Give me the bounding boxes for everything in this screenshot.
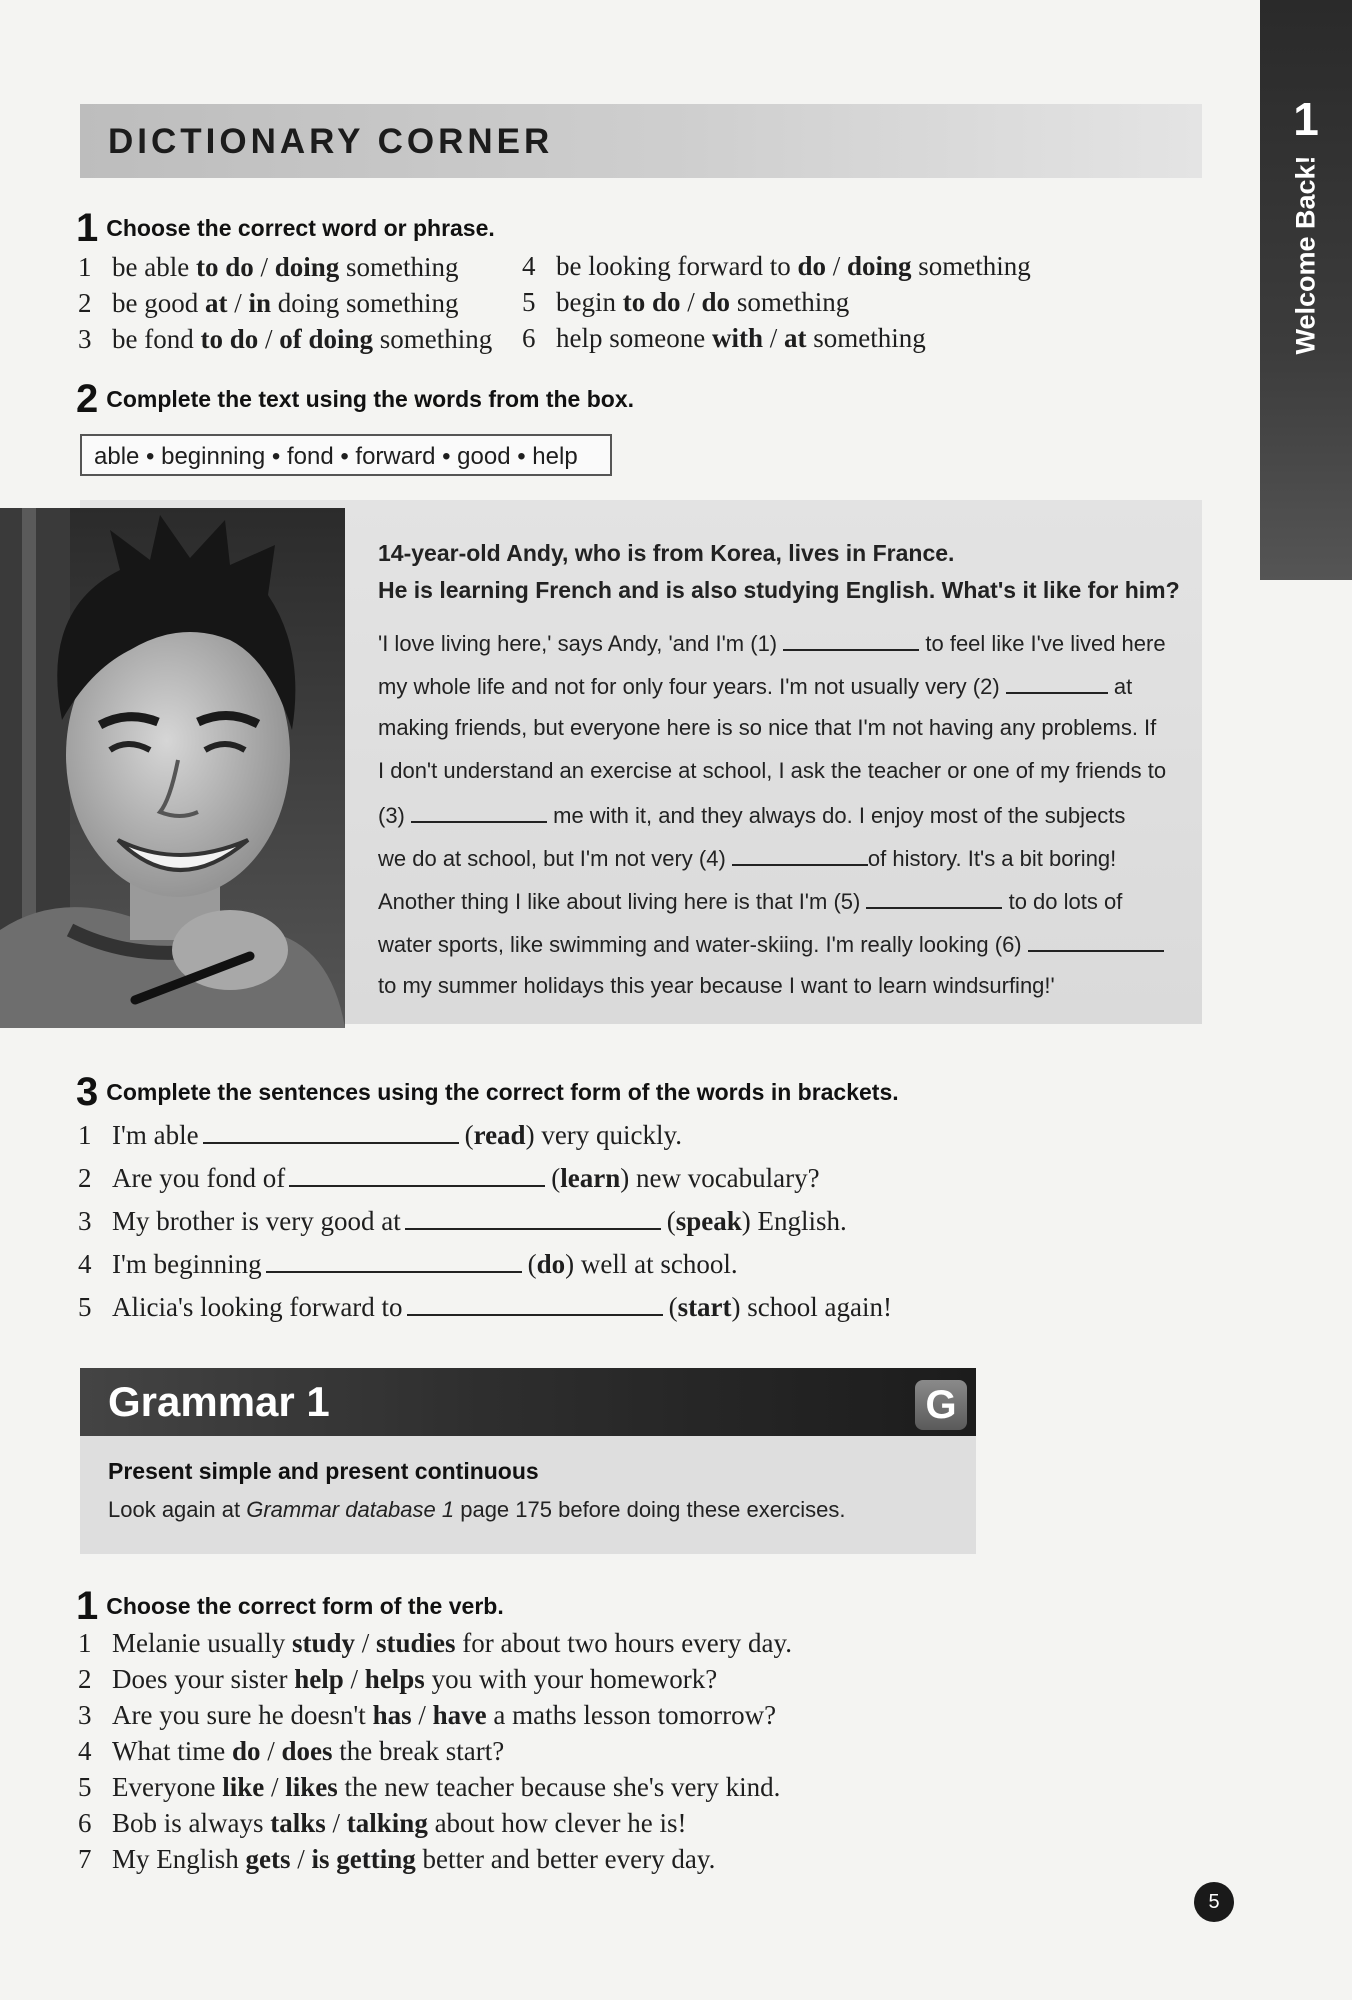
exercise-3-heading (76, 1070, 899, 1115)
option-a[interactable]: to do (622, 287, 681, 317)
grammar-subtitle: Present simple and present continuous (108, 1458, 539, 1484)
article-line: water sports, like swimming and water-skiing. I'm really looking (6) (378, 930, 1164, 958)
choice-item: 5 Everyone like / likes the new teacher because she's very kind. (78, 1772, 781, 1802)
article-line: I don't understand an exercise at school, I ask the teacher or one of my friends to (378, 758, 1167, 783)
option-b[interactable]: in (248, 288, 272, 318)
option-b[interactable]: have (432, 1700, 487, 1730)
gap-1[interactable] (783, 629, 919, 651)
unit-number: 1 (1293, 93, 1319, 145)
exercise-1-heading (76, 206, 495, 251)
choice-item: 2 be good at / in doing something (78, 288, 459, 318)
grammar-header (80, 1368, 976, 1436)
article-line: Another thing I like about living here is that I'm (5) to do lots of (378, 889, 1123, 914)
option-b[interactable]: of doing (279, 324, 374, 354)
gap-3[interactable] (411, 801, 547, 823)
word-box: able • beginning • fond • forward • good • help (80, 434, 612, 476)
option-a[interactable]: at (204, 288, 228, 318)
answer-line[interactable] (203, 1120, 459, 1144)
exercise-number: 2 (76, 377, 99, 421)
article-lead-line-2: He is learning French and is also studying English. What's it like for him? (378, 577, 1180, 603)
grammar-g-icon: G (915, 1380, 967, 1430)
choice-item: 5 begin to do / do something (522, 287, 850, 317)
option-b[interactable]: do (701, 287, 731, 317)
exercise-number: 3 (76, 1070, 99, 1114)
sentence-item: 2 Are you fond of (learn) new vocabulary? (78, 1163, 820, 1193)
exercise-instruction: Complete the sentences using the correct form of the words in brackets. (106, 1079, 899, 1105)
option-a[interactable]: to do (195, 252, 254, 282)
option-a[interactable]: like (222, 1772, 265, 1802)
choice-item: 7 My English gets / is getting better and better every day. (78, 1844, 716, 1874)
option-b[interactable]: helps (364, 1664, 425, 1694)
choice-item: 4 be looking forward to do / doing something (522, 251, 1031, 281)
option-b[interactable]: does (281, 1736, 333, 1766)
page-number: 5 (1194, 1882, 1234, 1922)
choice-item: 2 Does your sister help / helps you with your homework? (78, 1664, 718, 1694)
gap-6[interactable] (1028, 930, 1164, 952)
grammar-title: Grammar 1 (108, 1378, 330, 1425)
choice-item: 3 be fond to do / of doing something (78, 324, 493, 354)
answer-line[interactable] (407, 1292, 663, 1316)
option-b[interactable]: doing (274, 252, 340, 282)
exercise-instruction: Choose the correct word or phrase. (106, 215, 495, 241)
sentence-item: 1 I'm able (read) very quickly. (78, 1120, 683, 1150)
option-b[interactable]: is getting (311, 1844, 416, 1874)
grammar-note: Look again at Grammar database 1 page 175 before doing these exercises. (108, 1497, 846, 1522)
sentence-item: 3 My brother is very good at (speak) English. (78, 1206, 847, 1236)
option-a[interactable]: study (291, 1628, 355, 1658)
gap-4[interactable] (732, 844, 868, 866)
grammar-info-box (80, 1436, 976, 1554)
exercise-instruction: Choose the correct form of the verb. (106, 1593, 504, 1619)
section-title: DICTIONARY CORNER (108, 122, 554, 161)
exercise-2-heading (76, 377, 634, 422)
article-line: 'I love living here,' says Andy, 'and I'm (1) to feel like I've lived here (378, 631, 1166, 656)
choice-item: 6 help someone with / at something (522, 323, 926, 353)
answer-line[interactable] (266, 1249, 522, 1273)
option-a[interactable]: with (711, 323, 763, 353)
option-a[interactable]: talks (270, 1808, 326, 1838)
student-photo (0, 500, 360, 1036)
choice-item: 6 Bob is always talks / talking about how clever he is! (78, 1808, 687, 1838)
exercise-number: 1 (76, 1584, 99, 1628)
option-a[interactable]: do (797, 251, 826, 281)
grammar-exercise-1-heading (76, 1584, 504, 1629)
option-a[interactable]: gets (245, 1844, 291, 1874)
option-b[interactable]: at (784, 323, 807, 353)
article-lead-line-1: 14-year-old Andy, who is from Korea, lives in France. (378, 540, 955, 566)
unit-side-tab (1260, 0, 1352, 580)
option-a[interactable]: help (294, 1664, 344, 1694)
option-a[interactable]: do (231, 1736, 261, 1766)
sentence-item: 5 Alicia's looking forward to (start) school again! (78, 1292, 892, 1322)
option-b[interactable]: doing (847, 251, 912, 281)
dictionary-corner-header (80, 104, 1202, 178)
gap-5[interactable] (866, 887, 1002, 909)
unit-title: Welcome Back! (1290, 155, 1321, 355)
answer-line[interactable] (405, 1206, 661, 1230)
exercise-instruction: Complete the text using the words from the box. (106, 386, 635, 412)
article-line: making friends, but everyone here is so nice that I'm not having any problems. If (378, 715, 1157, 740)
choice-item: 3 Are you sure he doesn't has / have a maths lesson tomorrow? (78, 1700, 777, 1730)
choice-item: 1 be able to do / doing something (78, 252, 459, 282)
grammar-database-link[interactable]: Grammar database 1 (246, 1497, 455, 1522)
gap-2[interactable] (1006, 672, 1108, 694)
option-a[interactable]: has (372, 1700, 412, 1730)
choice-item: 1 Melanie usually study / studies for about two hours every day. (78, 1628, 792, 1658)
article-line: we do at school, but I'm not very (4) of history. It's a bit boring! (378, 846, 1117, 871)
option-a[interactable]: to do (200, 324, 259, 354)
article-line: to my summer holidays this year because I want to learn windsurfing!' (378, 973, 1055, 998)
option-b[interactable]: likes (285, 1772, 338, 1802)
option-b[interactable]: studies (376, 1628, 456, 1658)
exercise-number: 1 (76, 206, 99, 250)
answer-line[interactable] (289, 1163, 545, 1187)
article-line: (3) me with it, and they always do. I enjoy most of the subjects (378, 803, 1126, 828)
option-b[interactable]: talking (346, 1808, 428, 1838)
sentence-item: 4 I'm beginning (do) well at school. (78, 1249, 738, 1279)
choice-item: 4 What time do / does the break start? (78, 1736, 505, 1766)
article-line: my whole life and not for only four years. I'm not usually very (2) at (378, 674, 1133, 699)
